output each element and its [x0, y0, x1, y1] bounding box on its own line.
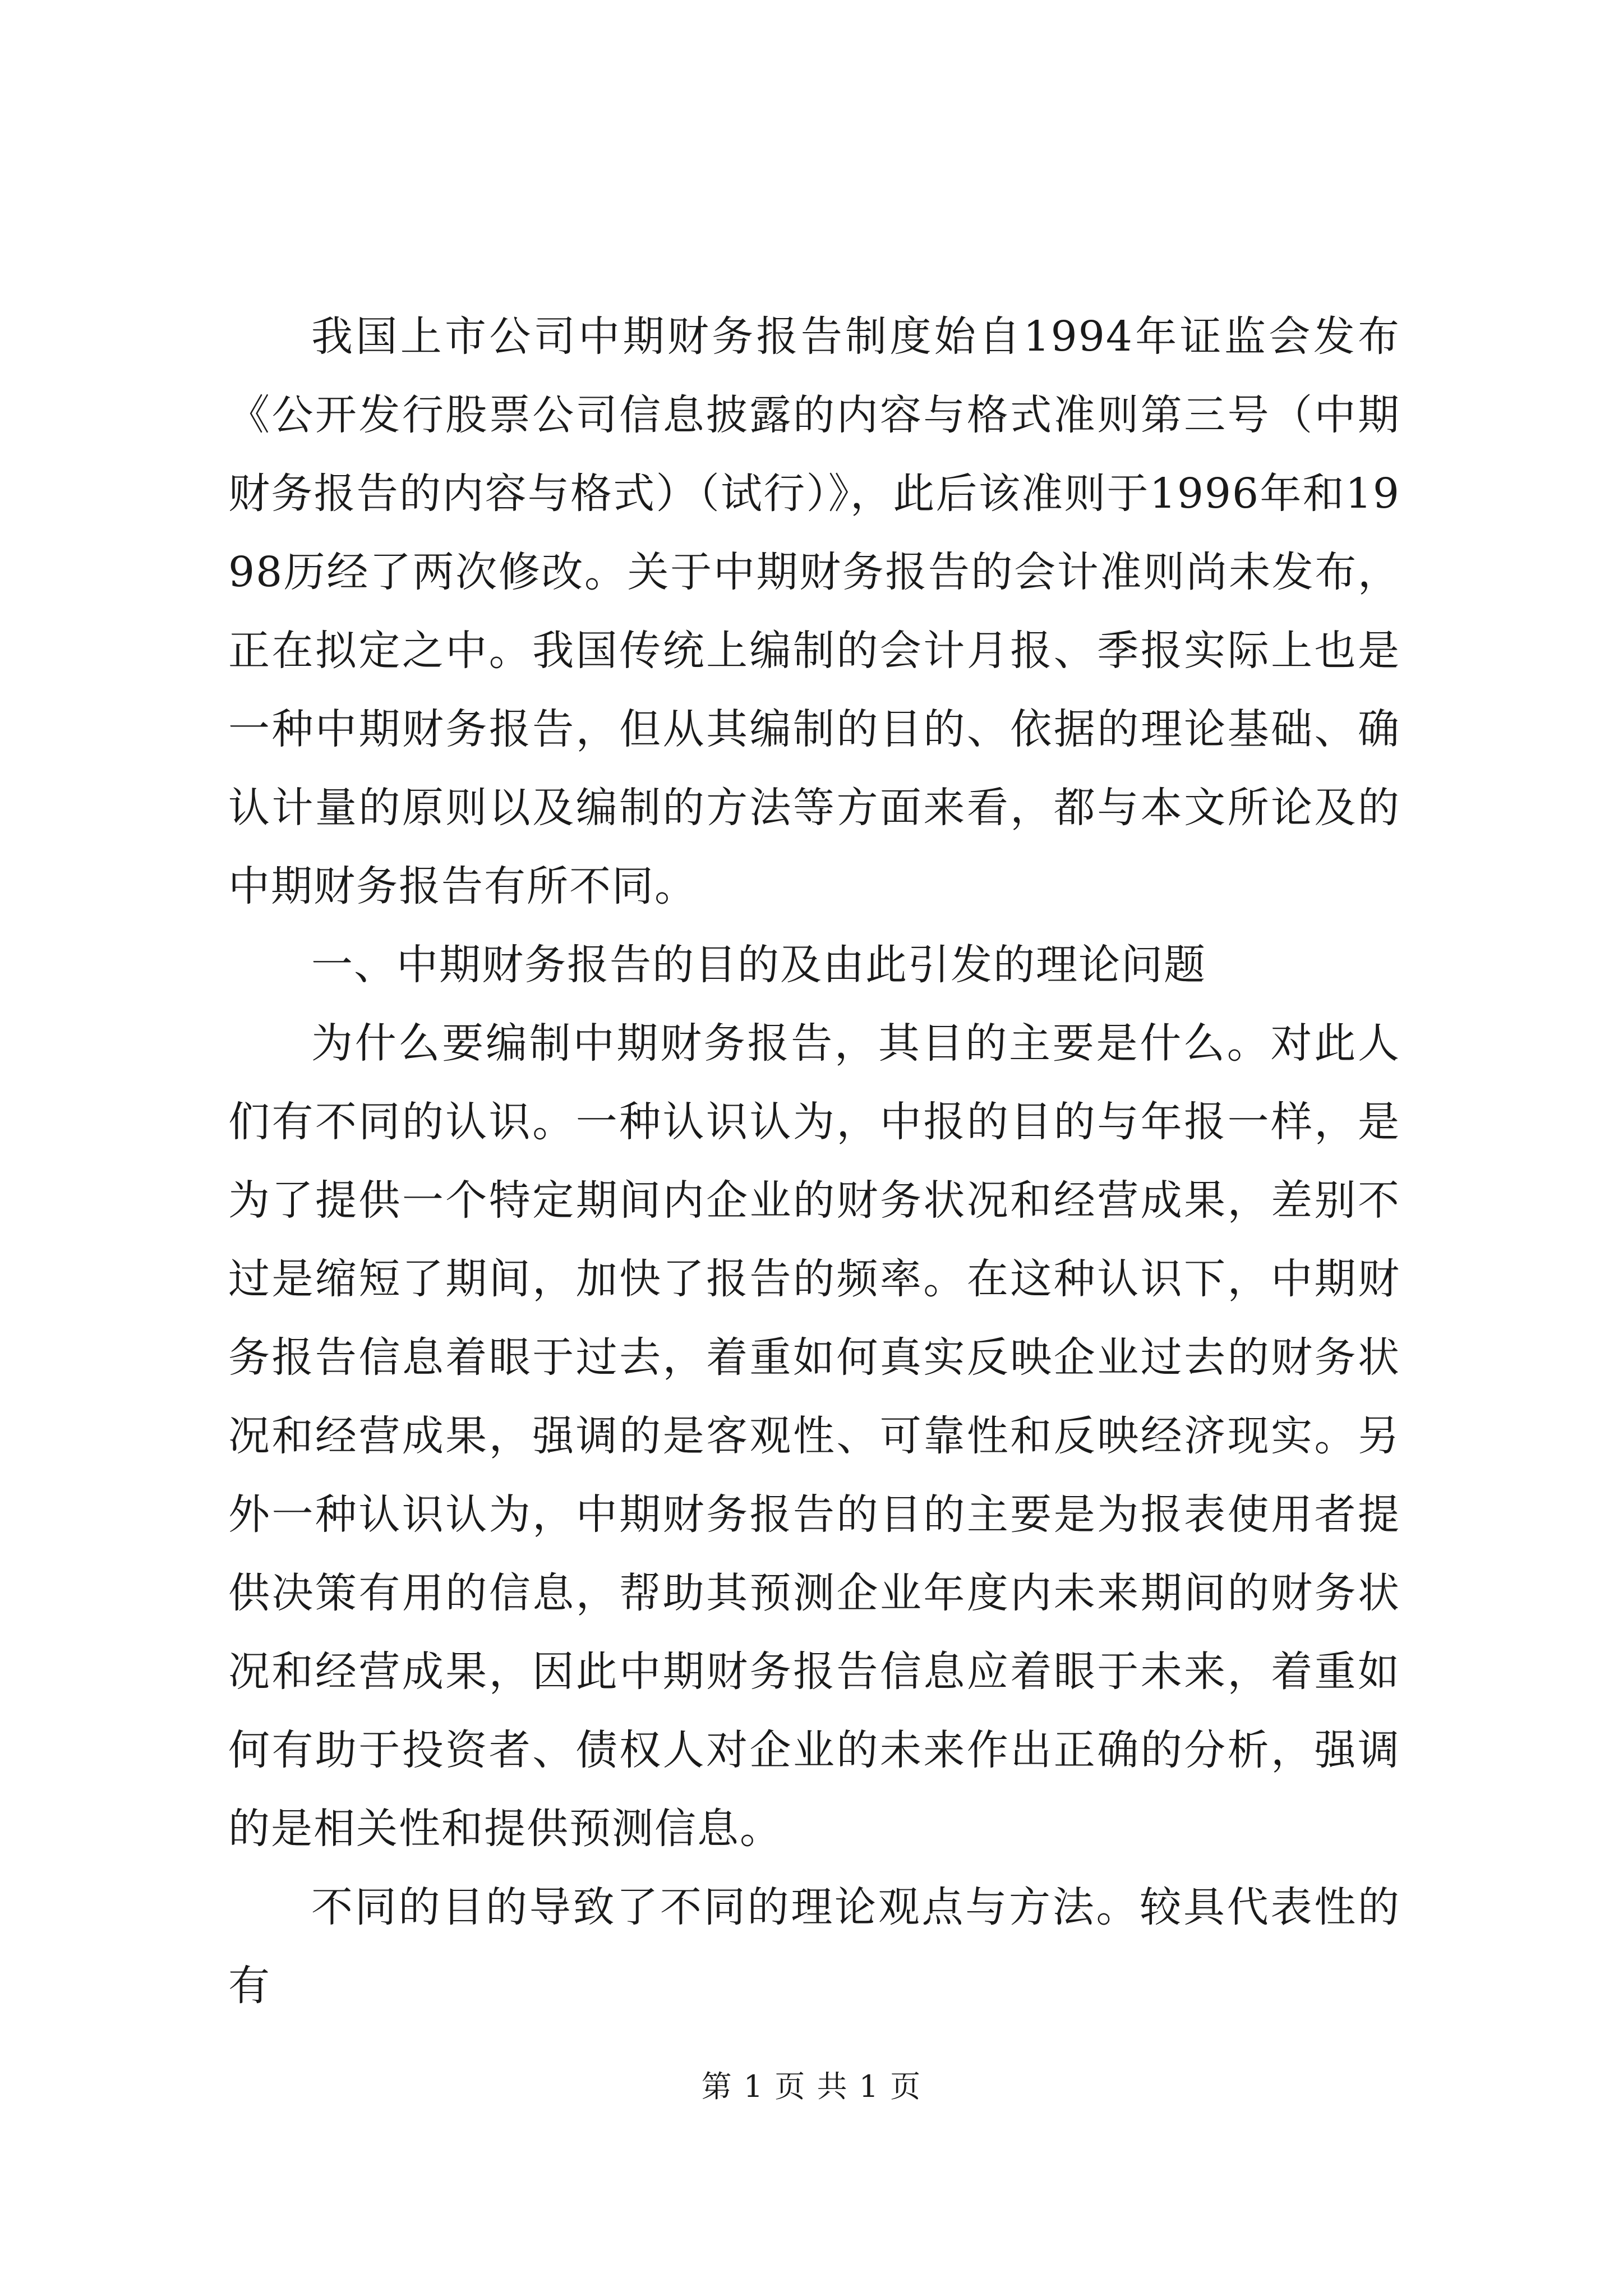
page-footer: 第 1 页 共 1 页 [701, 2069, 922, 2104]
section-heading: 一、中期财务报告的目的及由此引发的理论问题 [311, 941, 1206, 989]
paragraph-purpose: 为什么要编制中期财务报告，其目的主要是什么。对此人们有不同的认识。一种认识认为，中报的目的与年报一样，是为了提供一个特定期间内企业的财务状况和经营成果，差别不过是缩短了期间，加快了报告的频率。在这种认识下，中期财务报告信息着眼于过去，着重如何真实反映企业过去的财务状况和经营成果，强调的是客观性、可靠性和反映经济现实。另外一种认识认为，中期财务报告的目的主要是为报表使用者提供决策有用的信息，帮助其预测企业年度内未来期间的财务状况和经营成果，因此中期财务报告信息应着眼于未来，着重如何有助于投资者、债权人对企业的未来作出正确的分析，强调的是相关性和提供预测信息。 [228, 1019, 1400, 1853]
paragraph-intro: 我国上市公司中期财务报告制度始自1994年证监会发布《公开发行股票公司信息披露的内容与格式准则第三号（中期财务报告的内容与格式）（试行）》，此后该准则于1996年和1998历经了两次修改。关于中期财务报告的会计准则尚未发布，正在拟定之中。我国传统上编制的会计月报、季报实际上也是一种中期财务报告，但从其编制的目的、依据的理论基础、确认计量的原则以及编制的方法等方面来看，都与本文所论及的中期财务报告有所不同。 [228, 312, 1400, 910]
paragraph-theories: 不同的目的导致了不同的理论观点与方法。较具代表性的有 [228, 1883, 1400, 2010]
document-body [228, 297, 1400, 2025]
